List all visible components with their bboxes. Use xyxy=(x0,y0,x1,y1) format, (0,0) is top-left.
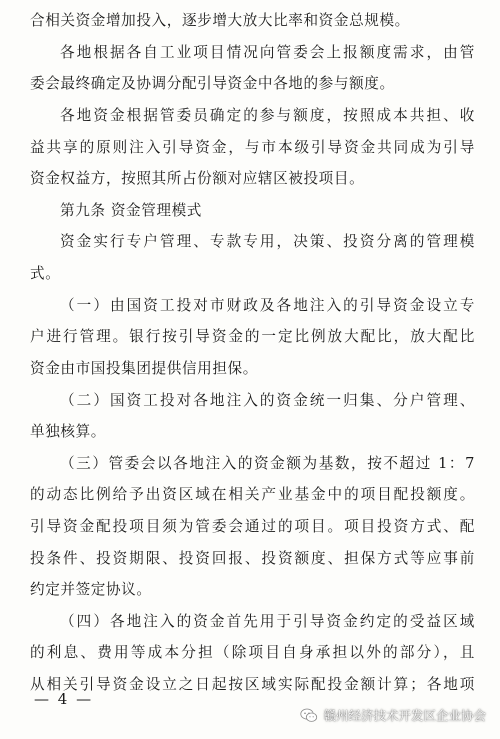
text-line: （三）管委会以各地注入的资金额为基数，按不超过 1：7 xyxy=(60,455,475,472)
watermark-text: 赣州经济技术开发区企业协会 xyxy=(323,708,486,723)
text-line: （二）国资工投对各地注入的资金统一归集、分户管理、 xyxy=(60,392,475,409)
text-line: 委会最终确定及协调分配引导资金中各地的参与额度。 xyxy=(30,75,395,92)
text-line: （一）由国资工投对市财政及各地注入的引导资金设立专 xyxy=(60,297,475,314)
text-line: 资金权益方，按照其所占份额对应辖区被投项目。 xyxy=(30,170,365,187)
text-line: 各地根据各自工业项目情况向管委会上报额度需求，由管 xyxy=(60,44,475,61)
text-line: 资金由市国投集团提供信用担保。 xyxy=(30,360,258,377)
text-line: 约定并签定协议。 xyxy=(30,581,152,598)
text-line: 引导资金配投项目须为管委会通过的项目。项目投资方式、配 xyxy=(30,518,475,535)
text-line: 的利息、费用等成本分担（除项目自身承担以外的部分），且 xyxy=(30,644,475,661)
text-line: 式。 xyxy=(30,265,61,282)
watermark xyxy=(300,706,486,724)
text-line: 从相关引导资金设立之日起按区域实际配投金额计算；各地项 xyxy=(30,676,475,693)
text-line: 的动态比例给予出资区域在相关产业基金中的项目配投额度。 xyxy=(30,486,475,503)
text-line: 单独核算。 xyxy=(30,423,106,440)
text-line: 益共享的原则注入引导资金，与市本级引导资金共同成为引导 xyxy=(30,139,475,156)
section-heading: 第九条 资金管理模式 xyxy=(60,202,202,219)
text-line: 各地资金根据管委员确定的参与额度，按照成本共担、收 xyxy=(60,107,475,124)
page-number: — 4 — xyxy=(34,690,94,708)
text-line: 合相关资金增加投入，逐步增大放大比率和资金总规模。 xyxy=(30,12,410,29)
text-line: 资金实行专户管理、专款专用，决策、投资分离的管理模 xyxy=(60,233,475,250)
text-line: 投条件、投资期限、投资回报、投资额度、担保方式等应事前 xyxy=(30,550,475,567)
wechat-icon xyxy=(300,708,318,723)
text-line: 户进行管理。银行按引导资金的一定比例放大配比，放大配比 xyxy=(30,328,475,345)
text-line: （四）各地注入的资金首先用于引导资金约定的受益区域 xyxy=(60,613,475,630)
